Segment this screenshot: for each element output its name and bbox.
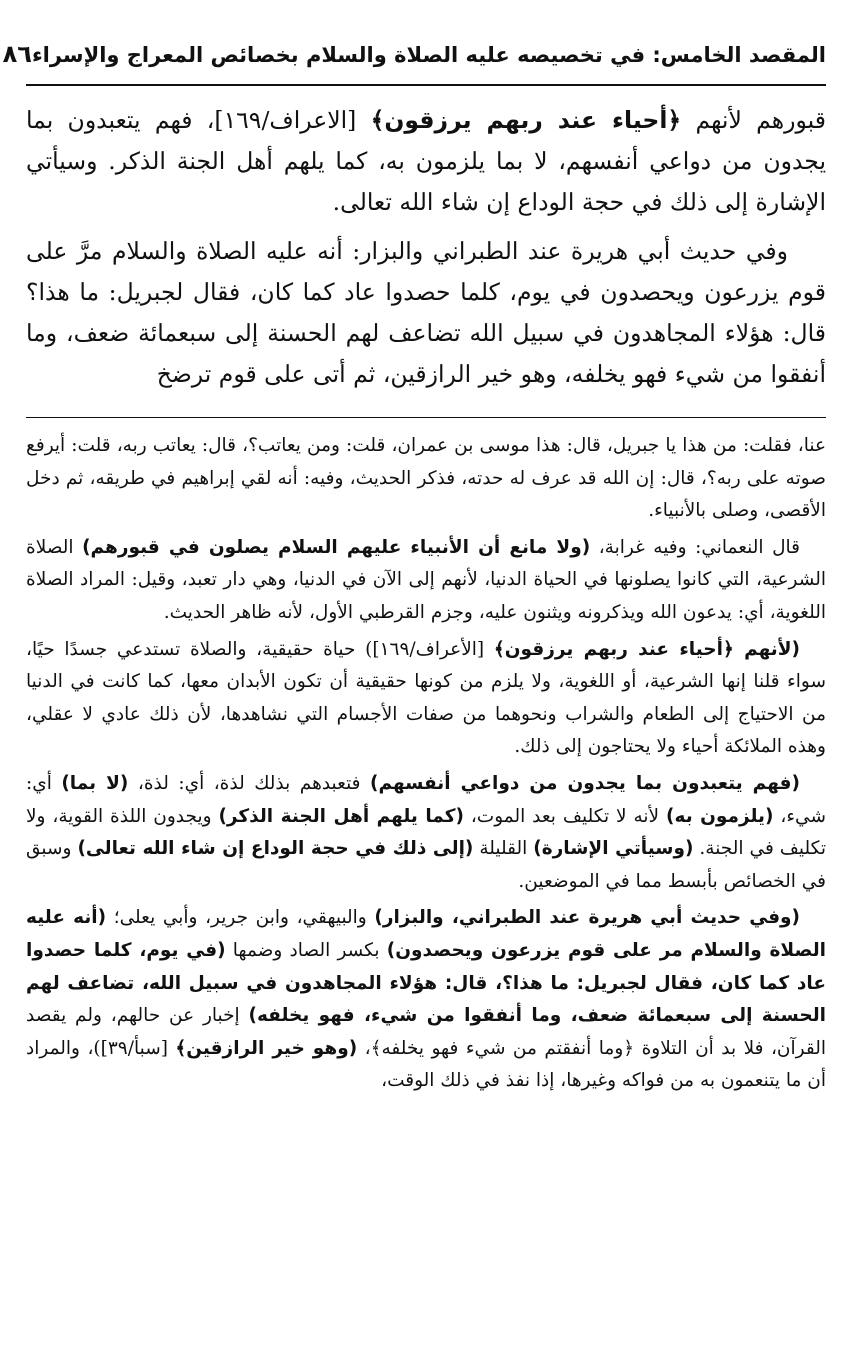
text-run: إخبار عن حالهم، ولم يقصد القرآن، فلا بد أن التلاوة bbox=[26, 1005, 827, 1059]
bold-phrase: (ولا مانع أن الأنبياء عليهم السلام يصلون في قبورهم) bbox=[82, 536, 591, 558]
commentary-text bbox=[26, 430, 826, 1098]
chapter-title: المقصد الخامس: في تخصيصه عليه الصلاة والسلام بخصائص المعراج والإسراء bbox=[31, 43, 826, 67]
text-run: الصلاة الشرعية، التي كانوا يصلونها في الحياة الدنيا، لأنهم إلى الآن في الدنيا، وهي دار تعبد، وقيل: المراد الصلاة اللغوية، أي: يدعون الله ويذكرونه ويثنون عليه، وجزم القرطبي الأول، لأنه ظاهر الحديث. bbox=[26, 536, 826, 623]
commentary-paragraph bbox=[26, 532, 826, 630]
text-run: قبورهم لأنهم bbox=[681, 106, 826, 134]
bold-phrase: (وفي حديث أبي هريرة عند الطبراني، والبزار) bbox=[374, 907, 801, 929]
quran-quote: ﴿وما أنفقتم من شيء فهو يخلفه﴾ bbox=[370, 1037, 635, 1059]
text-run: ، bbox=[357, 1037, 371, 1059]
main-paragraph: وفي حديث أبي هريرة عند الطبراني والبزار: أنه عليه الصلاة والسلام مرَّ على قوم يزرعون ويحصدون في يوم، كلما حصدوا عاد كما كان، فقال لجبريل: ما هذا؟ قال: هؤلاء المجاهدون في سبيل الله تضاعف لهم الحسنة إلى سبعمائة ضعف، وما أنفقوا من شيء فهو يخلفه، وهو خير الرازقين، ثم أتى على قوم ترضخ bbox=[26, 237, 826, 388]
text-run: القليلة bbox=[473, 838, 534, 860]
main-text bbox=[26, 100, 826, 395]
bold-phrase: (وسيأتي الإشارة) bbox=[533, 838, 694, 860]
bold-phrase: (وهو خير الرازقين﴾ bbox=[175, 1037, 358, 1059]
text-run: والبيهقي، وابن جرير، وأبي يعلى؛ bbox=[106, 907, 375, 929]
bold-phrase: (لأنهم ﴿أحياء عند ربهم يرزقون﴾ bbox=[493, 638, 800, 660]
commentary-paragraph bbox=[26, 902, 826, 1098]
bold-phrase: (إلى ذلك في حجة الوداع إن شاء الله تعالى) bbox=[77, 838, 474, 860]
book-page bbox=[2, 40, 827, 1102]
page-header bbox=[2, 40, 826, 80]
bold-phrase: (يلزمون به) bbox=[666, 805, 774, 827]
main-paragraph bbox=[26, 100, 826, 223]
commentary-paragraph: عنا، فقلت: من هذا يا جبريل، قال: هذا موسى بن عمران، قلت: ومن يعاتب؟، قال: يعاتب ربه، قلت: أيرفع صوته على ربه؟، قال: إن الله قد عرف له حدته، فذكر الحديث، وفيه: أنه لقي إبراهيم في طريقه، ثم دخل الأقصى، وصلى بالأنبياء. bbox=[26, 435, 826, 522]
commentary-paragraph bbox=[26, 634, 826, 764]
text-run: [سبأ/٣٩])، والمراد أن ما يتنعمون به من فواكه وغيرها، إذا نفذ في ذلك الوقت، bbox=[26, 1037, 826, 1092]
text-run: ويجدون اللذة القوية، ولا تكليف في الجنة. bbox=[26, 805, 827, 860]
bold-phrase: (في يوم، كلما حصدوا عاد كما كان، فقال لجبريل: ما هذا؟، قال: هؤلاء المجاهدون في سبيل الله، تضاعف لهم الحسنة إلى سبعمائة ضعف، وما أنفقوا من شيء، فهو يخلفه) bbox=[26, 939, 826, 1027]
text-run: قال النعماني: وفيه غرابة، bbox=[590, 536, 800, 558]
commentary-paragraph bbox=[26, 768, 826, 898]
text-run: بكسر الصاد وضمها bbox=[225, 939, 387, 961]
bold-phrase: (أنه عليه الصلاة والسلام مر على قوم يزرعون ويحصدون) bbox=[26, 907, 826, 961]
text-run: لأنه لا تكليف بعد الموت، bbox=[463, 805, 667, 827]
text-run: وسبق في الخصائص بأبسط مما في الموضعين. bbox=[26, 838, 826, 892]
commentary-divider bbox=[26, 417, 826, 418]
page-number: ٨٦ bbox=[2, 40, 32, 68]
bold-phrase: (فهم يتعبدون بما يجدون من دواعي أنفسهم) bbox=[369, 772, 800, 794]
bold-phrase: (كما يلهم أهل الجنة الذكر) bbox=[218, 805, 464, 827]
text-run: [الأعراف/١٦٩]) حياة حقيقية، والصلاة تستدعي جسدًا حيًا، سواء قلنا إنها الشرعية، أو اللغوية، ولا يلزم من كونها حقيقية أن تكون الأبدان معها، كما كانت في الدنيا من الاحتياج إلى الطعام والشراب ونحوهما من صفات الأجسام التي نشاهدها، لأن ذلك عادي لا عقلي، وهذه الملائكة أحياء ولا يحتاجون إلى ذلك. bbox=[26, 638, 826, 758]
text-run: أي: شيء، bbox=[26, 772, 826, 827]
quran-quote: ﴿أحياء عند ربهم يرزقون﴾ bbox=[370, 106, 682, 134]
bold-phrase: (لا بما) bbox=[61, 772, 129, 794]
text-run: [الاعراف/١٦٩]، فهم يتعبدون بما يجدون من دواعي أنفسهم، لا بما يلزمون به، كما يلهم أهل الجنة الذكر. وسيأتي الإشارة إلى ذلك في حجة الوداع إن شاء الله تعالى. bbox=[26, 106, 826, 216]
text-run: فتعبدهم بذلك لذة، أي: لذة، bbox=[128, 772, 370, 794]
header-divider bbox=[26, 84, 826, 86]
